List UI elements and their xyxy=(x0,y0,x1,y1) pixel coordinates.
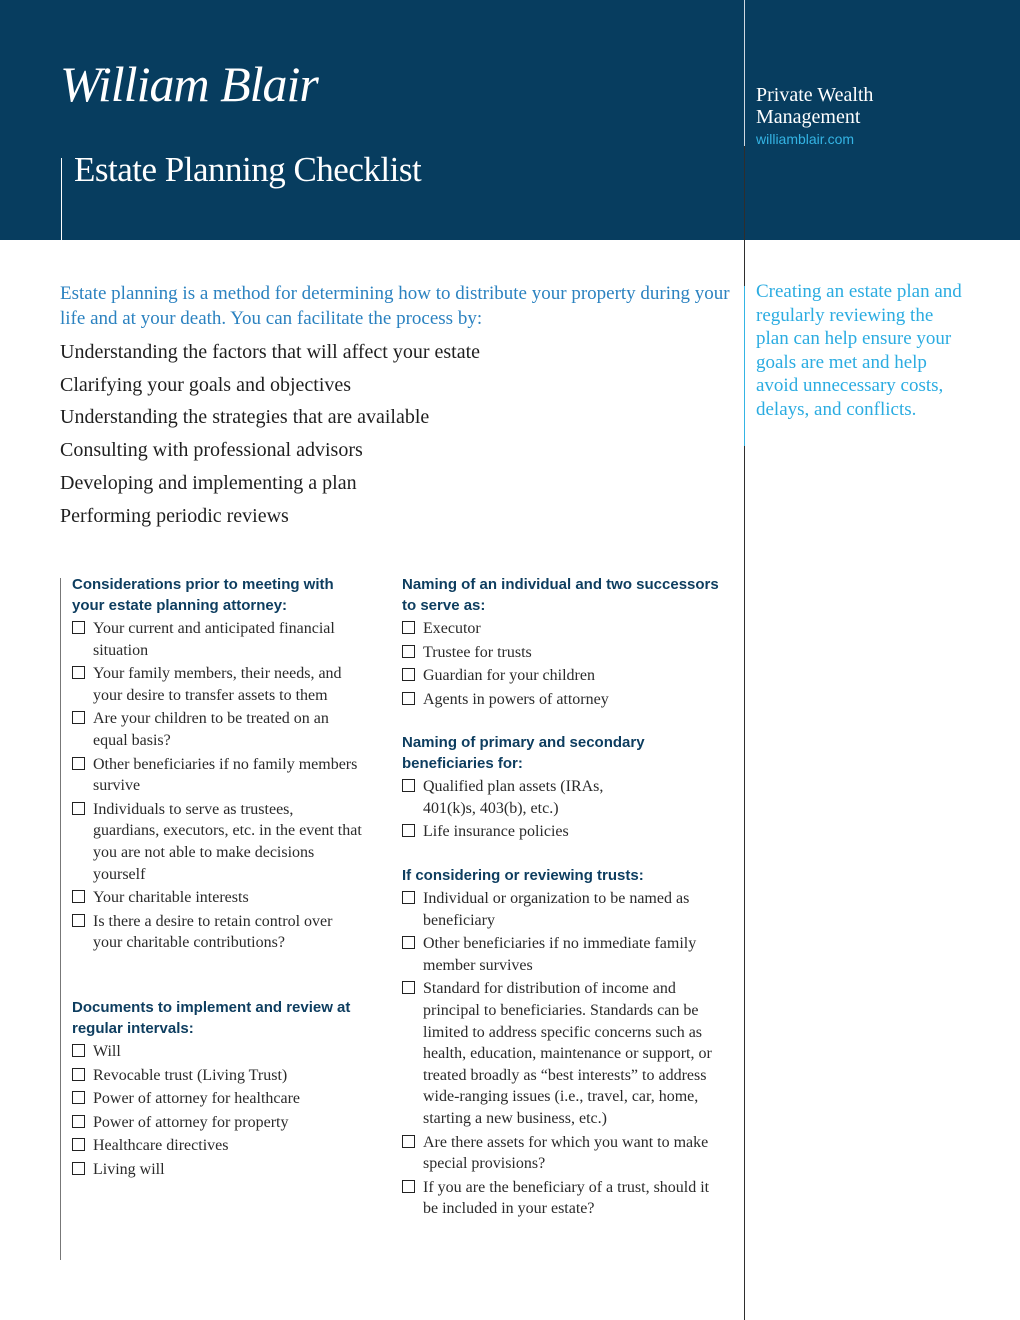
checkbox[interactable] xyxy=(402,621,415,634)
checklist-item-label: Agents in powers of attorney xyxy=(423,690,609,708)
checklist-item xyxy=(402,1177,727,1220)
checklist-item-label: Revocable trust (Living Trust) xyxy=(93,1066,288,1084)
right-column-divider xyxy=(744,0,745,1320)
trusts-section xyxy=(402,865,727,1222)
checklist-item xyxy=(72,1135,372,1157)
checklist-item-label: Individual or organization to be named as beneficiary xyxy=(423,890,690,929)
checklist-item-label: Power of attorney for property xyxy=(93,1113,289,1131)
checklist-item xyxy=(72,618,362,661)
checkbox[interactable] xyxy=(402,1180,415,1193)
checkbox[interactable] xyxy=(402,692,415,705)
checkbox[interactable] xyxy=(402,936,415,949)
documents-section xyxy=(72,997,372,1183)
checklist xyxy=(72,618,362,954)
beneficiaries-section xyxy=(402,732,712,845)
header-divider xyxy=(744,0,745,146)
checkbox[interactable] xyxy=(72,1044,85,1057)
checklist-item xyxy=(72,708,362,751)
callout-accent-rule xyxy=(744,286,745,446)
checkbox[interactable] xyxy=(72,1162,85,1175)
intro-paragraph: Estate planning is a method for determining how to distribute your property during your life and at your death. You can facilitate the process by: xyxy=(60,283,730,329)
checklist-item-label: Your family members, their needs, and your desire to transfer assets to them xyxy=(93,665,342,704)
checkbox[interactable] xyxy=(402,668,415,681)
checklist-item xyxy=(402,1132,727,1175)
checklist xyxy=(402,618,727,710)
checklist xyxy=(72,1041,372,1181)
section-heading: Naming of an individual and two successors to serve as: xyxy=(402,576,719,614)
checklist xyxy=(402,776,712,843)
checklist-item-label: Standard for distribution of income and principal to beneficiaries. Standards can be limited to address specific concerns such as health, education, maintenance or support, or treated broadly as “best interests” to address wide-ranging issues (i.e., travel, car, home, starting a new business, etc.) xyxy=(423,980,712,1127)
checklist xyxy=(402,888,727,1220)
checklist-item-label: Individuals to serve as trustees, guardians, executors, etc. in the event that you are not able to make decisions yourself xyxy=(93,800,362,883)
checklist-item-label: Guardian for your children xyxy=(423,667,595,685)
checklist-item xyxy=(72,754,362,797)
checklist-item xyxy=(402,821,712,843)
checklist-item-label: Other beneficiaries if no family members survive xyxy=(93,755,358,795)
checkbox[interactable] xyxy=(402,981,415,994)
process-step: Performing periodic reviews xyxy=(60,504,289,527)
process-steps-list xyxy=(60,336,480,532)
checklist-item-label: Your charitable interests xyxy=(93,889,249,907)
checkbox[interactable] xyxy=(72,802,85,815)
checklist-item-label: Healthcare directives xyxy=(93,1137,229,1155)
checkbox[interactable] xyxy=(72,1068,85,1081)
checklist-item xyxy=(72,1088,372,1110)
checklist-item-label: Are there assets for which you want to make special provisions? xyxy=(423,1133,709,1173)
checklist-item-label: Is there a desire to retain control over your charitable contributions? xyxy=(93,912,333,952)
checklist-item xyxy=(402,888,727,931)
checklist-item xyxy=(402,933,727,976)
checkbox[interactable] xyxy=(72,1138,85,1151)
checkbox[interactable] xyxy=(72,914,85,927)
checklist-item xyxy=(402,618,727,640)
checklist-item xyxy=(72,1065,372,1087)
checklist-item xyxy=(72,887,362,909)
process-step: Understanding the strategies that are available xyxy=(60,406,430,429)
brand-line-1: Private Wealth xyxy=(756,84,874,106)
section-heading: Considerations prior to meeting with your estate planning attorney: xyxy=(72,576,334,614)
checkbox[interactable] xyxy=(72,757,85,770)
checkbox[interactable] xyxy=(72,1091,85,1104)
checkbox[interactable] xyxy=(72,711,85,724)
checklist-item xyxy=(72,1112,372,1134)
company-logo: William Blair xyxy=(60,56,318,112)
checklist-item-label: Trustee for trusts xyxy=(423,643,532,661)
checkbox[interactable] xyxy=(402,779,415,792)
checklist-item xyxy=(72,663,362,706)
considerations-section xyxy=(72,574,362,956)
brand-line-2: Management xyxy=(756,106,861,128)
checklist-item xyxy=(402,665,727,687)
checkbox[interactable] xyxy=(402,891,415,904)
section-heading: Documents to implement and review at regular intervals: xyxy=(72,999,351,1037)
callout-quote: Creating an estate plan and regularly reviewing the plan can help ensure your goals are met and help avoid unnecessary costs, delays, and conflicts. xyxy=(756,281,962,420)
checklist-item-label: Life insurance policies xyxy=(423,823,569,841)
brand-block xyxy=(756,84,873,147)
checklist-item xyxy=(402,978,727,1129)
checklist-item-label: Your current and anticipated financial situation xyxy=(93,620,335,659)
process-step: Clarifying your goals and objectives xyxy=(60,373,352,396)
website-link[interactable]: williamblair.com xyxy=(756,131,855,147)
title-divider xyxy=(61,158,62,240)
header-banner xyxy=(0,0,1020,240)
checklist-item xyxy=(72,799,362,885)
checkbox[interactable] xyxy=(72,1115,85,1128)
checklist-item-label: Other beneficiaries if no immediate family member survives xyxy=(423,935,697,974)
checklist-item xyxy=(72,1159,372,1181)
checklist-item xyxy=(402,642,727,664)
checklist-item-label: Living will xyxy=(93,1160,165,1178)
checkbox[interactable] xyxy=(402,1135,415,1148)
checkbox[interactable] xyxy=(72,666,85,679)
checkbox[interactable] xyxy=(72,621,85,634)
checklist-item xyxy=(72,911,362,954)
process-step: Developing and implementing a plan xyxy=(60,471,357,494)
checklist-item xyxy=(72,1041,372,1063)
section-heading: If considering or reviewing trusts: xyxy=(402,867,644,884)
checklist-item-label: Will xyxy=(93,1043,121,1060)
checklist-item xyxy=(402,689,727,711)
naming-individual-section xyxy=(402,574,727,712)
checklist-left-rule xyxy=(60,578,61,1260)
checkbox[interactable] xyxy=(72,890,85,903)
checklist-item-label: Executor xyxy=(423,620,481,637)
checkbox[interactable] xyxy=(402,824,415,837)
process-step: Consulting with professional advisors xyxy=(60,439,363,462)
checklist-item-label: Power of attorney for healthcare xyxy=(93,1090,301,1108)
checklist-item-label: Are your children to be treated on an equal basis? xyxy=(93,710,329,749)
process-step: Understanding the factors that will affect your estate xyxy=(60,341,481,363)
page-title: Estate Planning Checklist xyxy=(74,150,422,189)
checkbox[interactable] xyxy=(402,645,415,658)
checklist-item-label: If you are the beneficiary of a trust, should it be included in your estate? xyxy=(423,1178,710,1218)
checklist-item xyxy=(402,776,623,819)
section-heading: Naming of primary and secondary beneficiaries for: xyxy=(402,734,645,772)
checklist-item-label: Qualified plan assets (IRAs, 401(k)s, 403(b), etc.) xyxy=(423,778,604,817)
